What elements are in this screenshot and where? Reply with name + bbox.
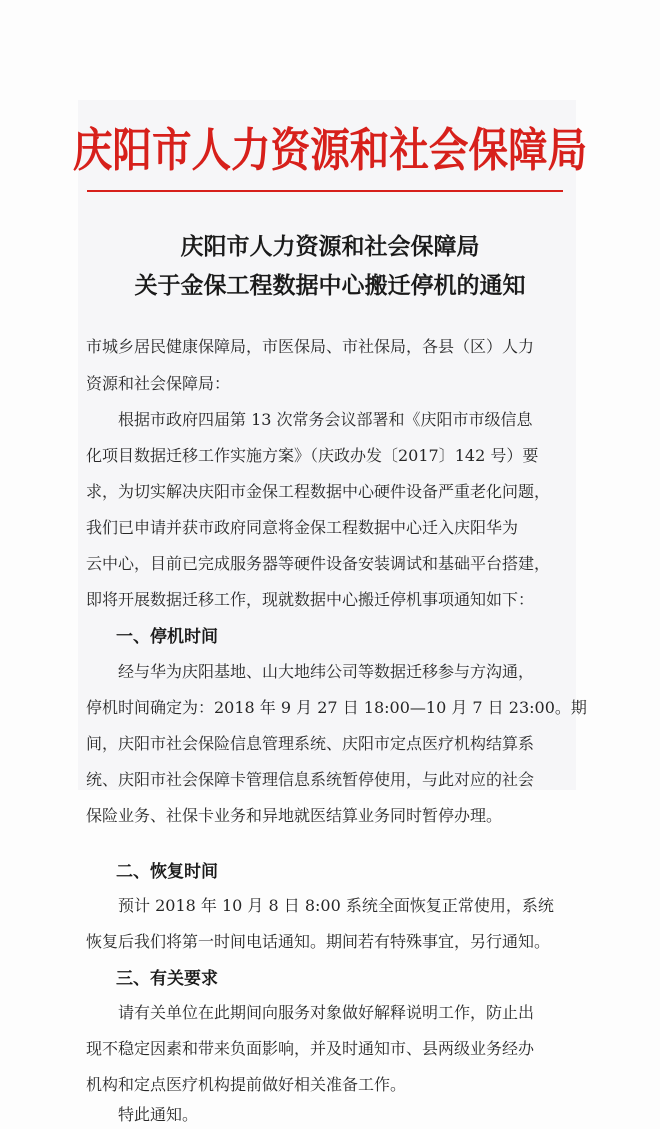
intro-line-6: 即将开展数据迁移工作，现就数据中心搬迁停机事项通知如下： — [86, 590, 535, 609]
closing-text: 特此通知。 — [118, 1105, 199, 1124]
notice-title-line-1: 庆阳市人力资源和社会保障局 — [180, 234, 480, 260]
letterhead-divider — [87, 190, 563, 192]
section1-line-4: 统、庆阳市社会保障卡管理信息系统暂停使用，与此对应的社会 — [86, 770, 535, 789]
intro-line-4: 我们已申请并获市政府同意将金保工程数据中心迁入庆阳华为 — [86, 518, 519, 537]
addressee-line-1: 市城乡居民健康保障局，市医保局、市社保局，各县（区）人力 — [86, 337, 535, 356]
section1-line-3: 间，庆阳市社会保险信息管理系统、庆阳市定点医疗机构结算系 — [86, 734, 535, 753]
section1-line-2: 停机时间确定为：2018 年 9 月 27 日 18:00—10 月 7 日 23:00。期 — [86, 698, 587, 717]
intro-line-2: 化项目数据迁移工作实施方案》（庆政办发〔2017〕142 号）要 — [86, 446, 539, 465]
addressee-line-2: 资源和社会保障局： — [86, 374, 231, 393]
section1-line-1: 经与华为庆阳基地、山大地纬公司等数据迁移参与方沟通， — [118, 662, 535, 681]
intro-line-1: 根据市政府四届第 13 次常务会议部署和《庆阳市市级信息 — [118, 410, 533, 429]
intro-line-3: 求，为切实解决庆阳市金保工程数据中心硬件设备严重老化问题， — [86, 482, 551, 501]
section-heading-2: 二、恢复时间 — [116, 862, 218, 882]
section3-line-2: 现不稳定因素和带来负面影响，并及时通知市、县两级业务经办 — [86, 1039, 535, 1058]
section2-line-1: 预计 2018 年 10 月 8 日 8:00 系统全面恢复正常使用，系统 — [118, 896, 554, 915]
intro-line-5: 云中心，目前已完成服务器等硬件设备安装调试和基础平台搭建， — [86, 554, 551, 573]
section1-line-5: 保险业务、社保卡业务和异地就医结算业务同时暂停办理。 — [86, 806, 503, 825]
letterhead-title: 庆阳市人力资源和社会保障局 — [72, 123, 588, 177]
section-heading-1: 一、停机时间 — [116, 627, 218, 647]
section2-line-2: 恢复后我们将第一时间电话通知。期间若有特殊事宜，另行通知。 — [86, 932, 551, 951]
section3-line-3: 机构和定点医疗机构提前做好相关准备工作。 — [86, 1075, 407, 1094]
section-heading-3: 三、有关要求 — [116, 969, 218, 989]
section3-line-1: 请有关单位在此期间向服务对象做好解释说明工作，防止出 — [118, 1003, 535, 1022]
notice-title-line-2: 关于金保工程数据中心搬迁停机的通知 — [134, 273, 526, 299]
